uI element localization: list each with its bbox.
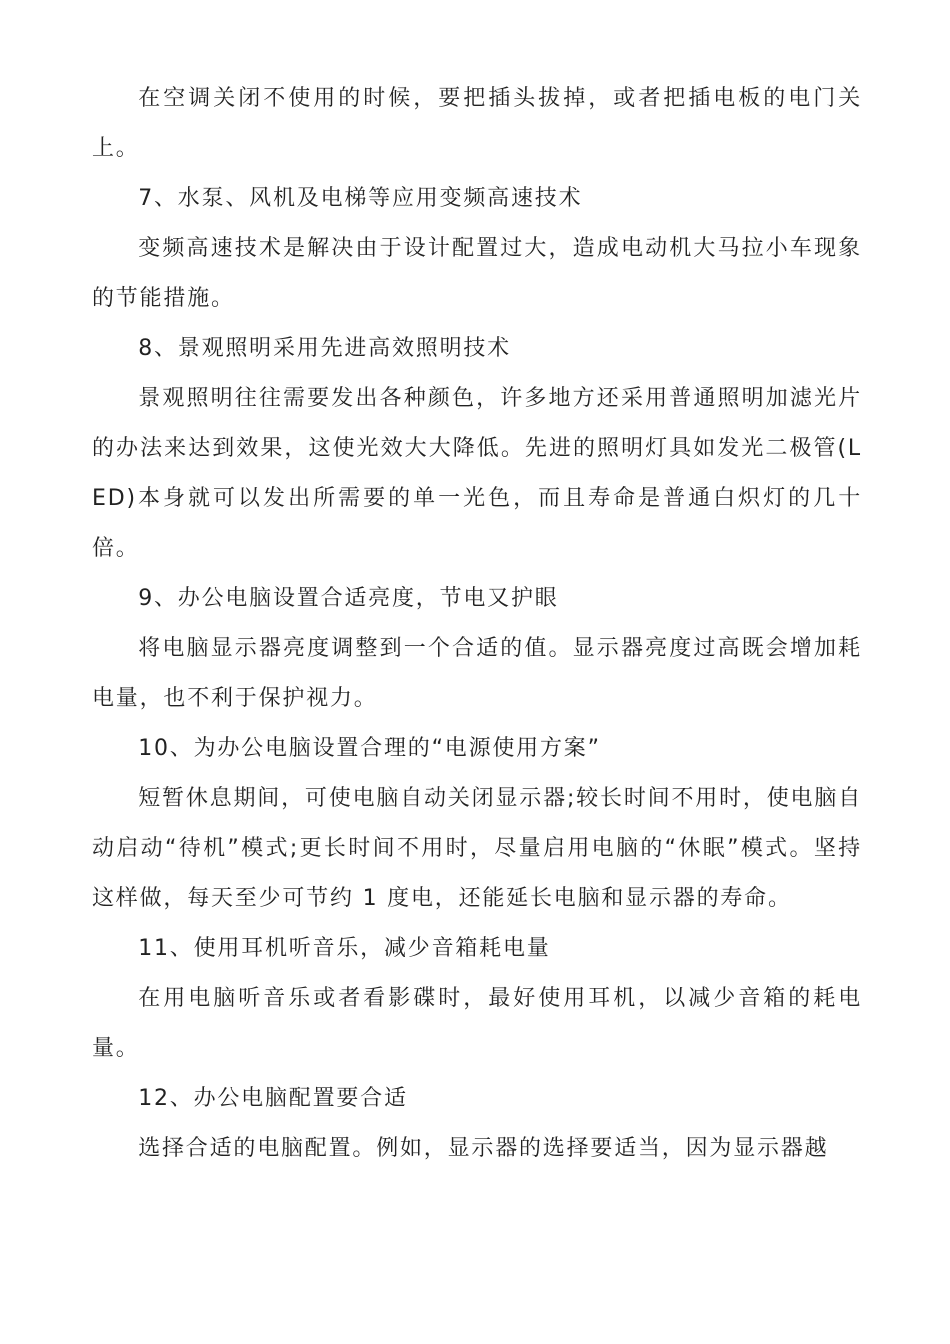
paragraph: 变频高速技术是解决由于设计配置过大，造成电动机大马拉小车现象的节能措施。 <box>92 236 862 311</box>
section-heading: 11、使用耳机听音乐，减少音箱耗电量 <box>138 936 551 961</box>
paragraph: 在用电脑听音乐或者看影碟时，最好使用耳机，以减少音箱的耗电量。 <box>92 986 862 1061</box>
paragraph: 景观照明往往需要发出各种颜色，许多地方还采用普通照明加滤光片的办法来达到效果，这使光效大大降低。先进的照明灯具如发光二极管(LED)本身就可以发出所需要的单一光色，而且寿命是普通白炽灯的几十倍。 <box>92 386 862 561</box>
paragraph: 在空调关闭不使用的时候，要把插头拔掉，或者把插电板的电门关上。 <box>92 86 862 161</box>
section-heading: 12、办公电脑配置要合适 <box>138 1086 408 1111</box>
section-heading: 9、办公电脑设置合适亮度，节电又护眼 <box>138 586 559 611</box>
section-heading: 10、为办公电脑设置合理的“电源使用方案” <box>138 736 601 761</box>
paragraph: 选择合适的电脑配置。例如，显示器的选择要适当，因为显示器越 <box>138 1136 829 1161</box>
document-body <box>92 74 862 1174</box>
section-heading: 8、景观照明采用先进高效照明技术 <box>138 336 511 361</box>
paragraph: 将电脑显示器亮度调整到一个合适的值。显示器亮度过高既会增加耗电量，也不利于保护视力。 <box>92 636 862 711</box>
paragraph: 短暂休息期间，可使电脑自动关闭显示器;较长时间不用时，使电脑自动启动“待机”模式;更长时间不用时，尽量启用电脑的“休眠”模式。坚持这样做，每天至少可节约 1 度电，还能延长电脑和显示器的寿命。 <box>92 786 862 911</box>
section-heading: 7、水泵、风机及电梯等应用变频高速技术 <box>138 186 583 211</box>
